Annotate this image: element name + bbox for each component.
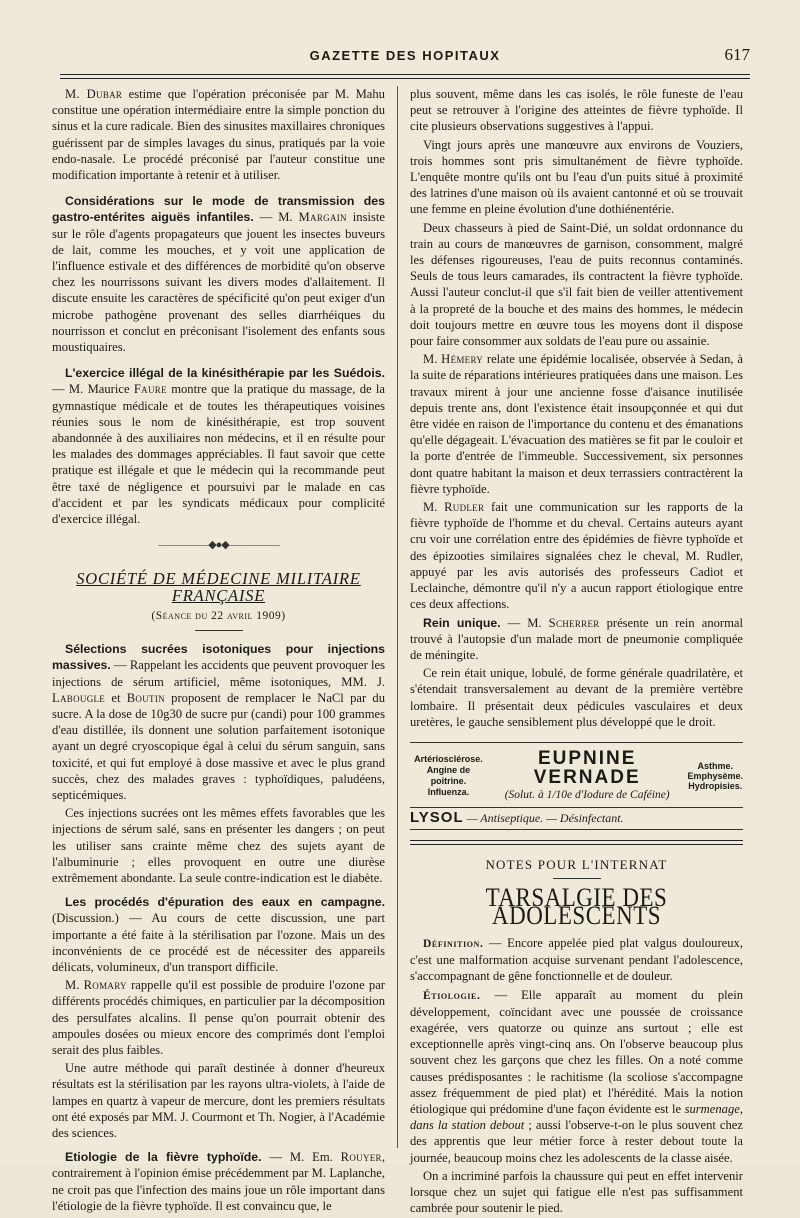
ad-indication: Hydropisies.: [688, 781, 743, 792]
short-divider: [553, 878, 601, 879]
paragraph-hemery: [410, 351, 743, 497]
article-title: TARSALGIE DES ADOLESCENTS: [485, 882, 668, 930]
ad-indication: Angine de poitrine.: [426, 765, 471, 787]
ad-subtitle: — Antiseptique. — Désinfectant.: [466, 811, 624, 826]
paragraph-rudler: [410, 499, 743, 612]
paragraph-romary: [52, 977, 385, 1058]
paragraph-dubar: [52, 86, 385, 183]
paragraph-chaussure: On a incriminé parfois la chaussure qui peut en effet intervenir lorsque chez un sujet qui fatigue elle n'est pas suffisamment cambrée pour soutenir le pied.: [410, 1168, 743, 1216]
author-name: Rudler: [444, 500, 485, 515]
paragraph-definition: [410, 935, 743, 985]
paragraph-text: fait une communication sur les rapports de la fièvre typhoïde de l'homme et du cheval. Certains auteurs ayant cru voir une corrélation entre des épidémies de fièvre typhoïde et des épizooties similaires signalées chez le cheval, M. Rudler, appuyé par les avis autorisés des professeurs Cadiot et Leclainche, démontre qu'il n'y a aucun rapport étiologique entre ces deux affections.: [410, 500, 743, 612]
author-name: Hémery: [441, 352, 484, 367]
rubric-title: NOTES POUR L'INTERNAT: [485, 857, 668, 873]
section-heading: Etiologie de la fièvre typhoïde.: [65, 1150, 262, 1165]
paragraph-text: ; aussi l'observe-t-on le plus souvent chez des apprentis que leur métier force à rester debout toute la journée, beaucoup moins chez les adolescents de la classe aisée.: [410, 1118, 743, 1165]
paragraph-text: montre que la pratique du massage, de la gymnastique médicale et de toutes les thérapeutiques voisines réunies sous le nom de kinésithérapie, est trop souvent abandonnée à des auxiliaires non médecins, et il en résulte pour les malades des dommages appréciables. Il faut savoir que cette pratique est illégale et que le médecin qui la recommande peut être taxé de négligence et poursuivi par le malade en cas d'accident et par les syndicats médicaux pour complicité d'exercice illégal.: [52, 382, 386, 527]
text-fragment: M.: [423, 500, 445, 515]
paragraph-text: rappelle qu'il est possible de produire l'ozone par différents procédés chimiques, en particulier par la décomposition des persulfates alcalins. Il pense qu'on pourrait obtenir des ampoules dosées ou mieux encore des comprimés dont l'emploi serait des plus faibles.: [52, 978, 386, 1057]
author-name: Margain: [298, 210, 347, 225]
section-double-rule: [410, 840, 743, 845]
author-name: Rouyer: [340, 1150, 382, 1165]
paragraph-margain: [52, 193, 385, 355]
paragraph-text: relate une épidémie localisée, observée à Sedan, à la suite de réparations intérieures pratiquées dans une maison. Les travaux mirent à jour une ancienne fosse d'aisance inutilisée depuis trente ans, dont l'existence était insoupçonnée et qui dut être vidée en raison de l'importance du contenu et des émanations qu'elle dégageait. L'évacuation des matières se fit par le couloir et la porte d'entrée de l'immeuble. Successivement, six personnes dont quatre habitant la maison et deux terrassiers contractèrent la fièvre typhoïde.: [410, 352, 743, 496]
author-name: Faure: [133, 382, 167, 397]
header-rule: [60, 74, 750, 79]
page-number: 617: [724, 45, 750, 64]
paragraph-text: — Encore appelée pied plat valgus douloureux, c'est une malformation acquise survenant pendant l'adolescence, s'accompagnant de gêne fonctionnelle et de douleur.: [410, 935, 743, 984]
journal-title: GAZETTE DES HOPITAUX: [309, 48, 501, 63]
paragraph-ultraviolet: Une autre méthode qui paraît destinée à donner d'heureux résultats est la stérilisation par les rayons ultra-violets, à l'aide de lampes en quartz à vapeur de mercure, dont les premiers résultats ont été exposés par MM. J. Courmont et Th. Nogier, à l'Académie des sciences.: [52, 1061, 385, 1140]
paragraph-text: estime que l'opération préconisée par M. Mahu constitue une opération intermédiaire entre la simple ponction du sinus et la cure radicale. Bien des sinusites maxillaires chroniques guérissent par de simples lavages du sinus, pratiqués par la voie endo-nasale. Le procédé préconisé par l'auteur constitue une modification importante à retenir et à utiliser.: [52, 87, 385, 183]
paragraph-epuration: [52, 894, 385, 975]
ad-subtitle: (Solut. à 1/10e d'Iodure de Caféine): [504, 788, 670, 801]
left-column: [52, 86, 385, 1216]
ad-indication: Asthme.: [697, 761, 733, 772]
right-column: [410, 86, 743, 1218]
ad-brand-block: [487, 749, 688, 803]
text-fragment: M.: [423, 352, 442, 367]
paragraph-text: — Elle apparaît au moment du plein développement, coïncidant avec une poussée de croissance exagérée, vers quatorze ou quinze ans surtout ; elle est exceptionnelle après vingt-cinq ans. On l'observe beaucoup plus souvent chez les garçons que chez les filles. On a noté comme causes prédisposantes : le rachitisme (la scoliose s'accompagne assez fréquemment de pied plat) et l'hérédité. Mais la notion étiologique qui prédomine d'une façon évidente est le: [410, 987, 743, 1116]
paragraph-text: , contrairement à l'opinion émise précédemment par M. Laplanche, ne croit pas que l'infection des mains joue un rôle important dans l'étiologie de la fièvre typhoïde. Il est convaincu que, le: [52, 1150, 385, 1213]
paragraph-etiologie: [52, 1149, 385, 1214]
paragraph-text: insiste sur le rôle d'agents propagateurs que jouent les insectes buveurs de lait, comme les mouches, et y voit une application de l'influence estivale et des différences de morbidité qu'on observe chez les nourrissons suivant les divers modes d'allaitement. Il discute ensuite les caractères de spécificité qu'on peut exiger d'un microbe pathogène provenant des selles diarrhéiques du nourrisson et conclut en préconisant l'isolement des enfants sous moustiquaires.: [52, 210, 385, 355]
paragraph-injections: Ces injections sucrées ont les mêmes effets favorables que les injections de sérum salé, sans en présenter les dangers ; on peut les utiliser sans crainte même chez des sujets ayant de l'albuminurie ; elles provoquent en outre une diurèse extrêmement abondante. La seule contre-indication est le diabète.: [52, 806, 385, 885]
paragraph-rein-description: Ce rein était unique, lobulé, de forme générale quadrilatère, et s'étendait transversalement au devant de la première vertèbre lombaire. Il présentait deux pédicules vasculaires et deux uretères, le gauche sensiblement plus développé que le droit.: [410, 666, 743, 729]
advertisement-eupnine: [410, 742, 743, 807]
ad-brand-name: EUPNINE VERNADE: [533, 747, 641, 788]
page-header: [60, 45, 750, 68]
author-name: Romary: [83, 978, 127, 993]
section-heading: Rein unique.: [423, 615, 501, 630]
section-label: Étiologie.: [423, 989, 481, 1002]
session-date: (Séance du 22 avril 1909): [151, 609, 286, 622]
ad-indications-right: [687, 761, 743, 791]
section-heading: L'exercice illégal de la kinésithérapie par les Suédois.: [65, 366, 385, 381]
author-name: Boutin: [126, 690, 165, 705]
society-title: SOCIÉTÉ DE MÉDECINE MILITAIRE FRANÇAISE: [76, 569, 361, 605]
text-fragment: — M.: [253, 210, 299, 225]
ad-brand-name: LYSOL: [410, 809, 464, 827]
text-fragment: — M. Maurice: [52, 382, 134, 397]
ad-indications-left: [410, 754, 487, 798]
text-fragment: — M. Em.: [261, 1150, 341, 1165]
author-name: Scherrer: [548, 615, 600, 630]
paragraph-text: proposent de remplacer le NaCl par du sucre. A la dose de 10g30 de sucre pur (candi) pour 100 grammes d'eau distillée, ils donnent une solution parfaitement isotonique ayant un degré cryoscopique égal à celui du sérum sanguin, sans toxicité, et qui fut employé à dose massive et avec le plus grand succès, chez des malades graves : typhoïdiques, paludéens, septicémiques.: [52, 690, 386, 802]
ad-indication: Artériosclérose.: [414, 754, 483, 765]
section-heading: Sélections sucrées isotoniques pour injections massives.: [52, 642, 385, 673]
author-name: Labougle: [52, 690, 106, 705]
paragraph-text: (Discussion.) — Au cours de cette discussion, une part importante a été faite à la stérilisation par l'ozone. Mais un des inconvénients de ce procédé est de nécessiter des appareils délicats, volumineux, d'un transport difficile.: [52, 911, 385, 974]
section-ornament: —————◆●◆—————: [158, 539, 279, 552]
text-fragment: — Rappelant les accidents que peuvent provoquer les injections de sérum artificiel, même isotoniques, MM. J.: [52, 658, 385, 689]
paragraph-etiologie-tarsalgie: [410, 987, 743, 1166]
section-heading: Les procédés d'épuration des eaux en campagne.: [65, 895, 385, 910]
paragraph-rein-unique: [410, 615, 743, 664]
advertisement-lysol: [410, 807, 743, 830]
paragraph-text: présente un rein anormal trouvé à l'autopsie d'un malade mort de pneumonie compliquée de méningite.: [410, 615, 743, 662]
paragraph-faure: [52, 365, 385, 527]
text-fragment: et: [105, 690, 127, 705]
author-name: M. Dubar: [65, 87, 123, 101]
paragraph-vouziers: Vingt jours après une manœuvre aux environs de Vouziers, trois hommes sont pris simultanément de fièvre typhoïde. L'enquête montre qu'ils ont bu l'eau d'un puits situé à proximité des latrines d'une maison où ils avaient cantonné et où se trouvait une femme en pleine évolution d'une dothiénentérie.: [410, 137, 743, 217]
paragraph-saint-die: Deux chasseurs à pied de Saint-Dié, un soldat ordonnance du train au cours de manœuvres de garnison, consomment, malgré les défenses rigoureuses, l'eau de puits reconnus contaminés. Seuls de tous leurs camarades, ils contractent la fièvre typhoïde. Aussi l'auteur conclut-il que s'il fait bien de veiller attentivement à la propreté de la bouche et des mains des hommes, le médecin doit toujours mettre en œuvre tous les moyens dont il dispose pour faire consommer aux soldats de l'eau pure ou assainie.: [410, 220, 743, 349]
short-divider: [195, 630, 243, 631]
text-fragment: M.: [65, 978, 84, 993]
paragraph-continued: plus souvent, même dans les cas isolés, le rôle funeste de l'eau peut se retrouver à l'origine des atteintes de fièvre typhoïde. Il cite plusieurs observations suggestives à l'appui.: [410, 87, 743, 134]
emphasis-text: surmenage, dans la station debout: [410, 1101, 743, 1133]
ad-indication: Emphysème.: [687, 771, 743, 782]
ad-indication: Influenza.: [427, 787, 470, 798]
section-label: Définition.: [423, 937, 484, 950]
section-heading: Considérations sur le mode de transmission des gastro-entérites aiguës infantiles.: [52, 194, 385, 225]
column-separator: [397, 86, 398, 1148]
paragraph-selections: [52, 641, 385, 803]
text-fragment: — M.: [500, 615, 549, 630]
